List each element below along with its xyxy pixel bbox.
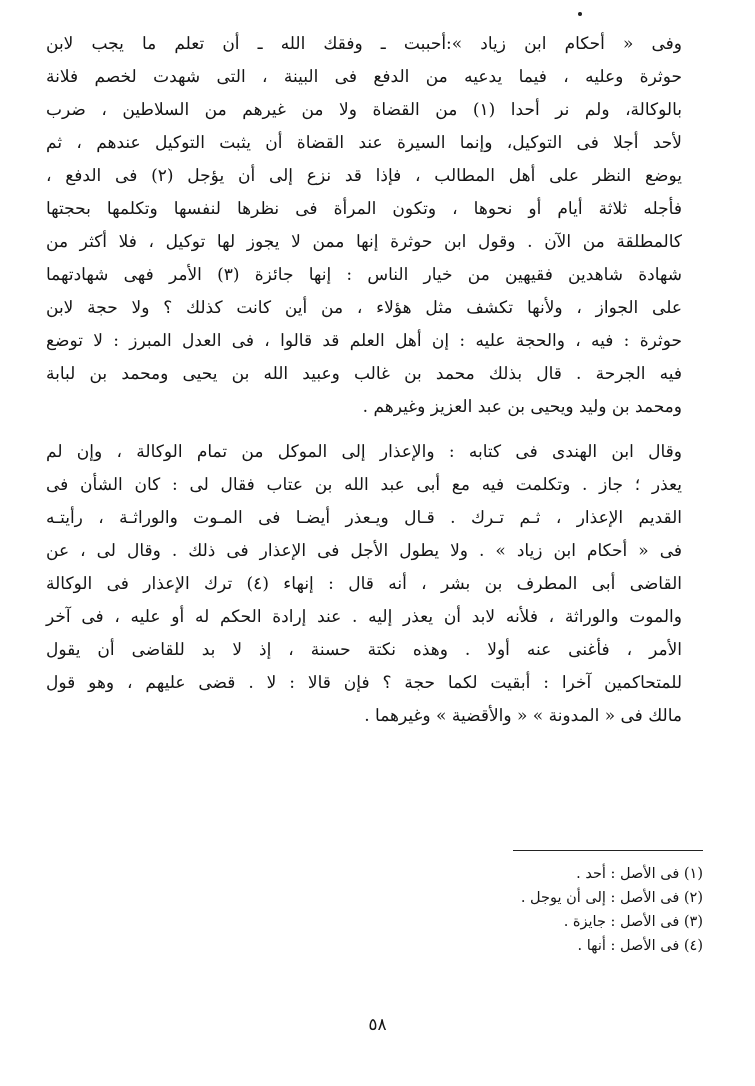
- text-line: فأجله ثلاثة أيام أو نحوها ، وتكون المرأة فى نظرها لنفسها وتكلمها بحجتها: [46, 199, 682, 219]
- page-number: ٥٨: [368, 1015, 387, 1035]
- footnote: (١) فى الأصل : أحد .: [576, 866, 703, 882]
- text-line: بالوكالة، ولم نر أحدا (١) من القضاة ولا من غيرهم من السلاطين ، ضرب: [46, 100, 682, 120]
- paragraph-1: [46, 28, 706, 424]
- footnote: (٢) فى الأصل : إلى أن يوجل .: [520, 890, 703, 906]
- text-line: والموت والوراثة ، فلأنه لابد أن يعذر إليه . عند إرادة الحكم له أو عليه ، فى آخر: [46, 607, 682, 627]
- footnote: (٤) فى الأصل : أنها .: [577, 938, 703, 954]
- text-line: القديم الإعذار ، ثـم تـرك . قـال ويـعذر أيضـا فى المـوت والوراثـة ، رأيتـه: [46, 508, 682, 528]
- text-line: فى « أحكام ابن زياد » . ولا يطول الأجل فى الإعذار فى ذلك . وقال لى ، عن: [46, 541, 682, 561]
- footnote: (٣) فى الأصل : جايزة .: [563, 914, 703, 930]
- text-line: حوثرة وعليه ، فيما يدعيه من الدفع فى البينة ، التى شهدت لخصم فلانة: [46, 67, 682, 87]
- main-text: [46, 28, 706, 733]
- text-line: القاضى أبى المطرف بن بشر ، أنه قال : إنهاء (٤) ترك الإعذار فى الوكالة: [46, 574, 682, 594]
- text-line: كالمطلقة من الآن . وقول ابن حوثرة إنها ممن لا يجوز لها توكيل ، فلا أكثر من: [46, 232, 682, 252]
- text-line: فيه الجرحة . قال بذلك محمد بن غالب وعبيد الله بن يحيى ومحمد بن لبابة: [46, 364, 682, 384]
- text-line: ومحمد بن وليد ويحيى بن عبد العزيز وغيرهم .: [362, 397, 682, 417]
- text-line: مالك فى « المدونة » « والأقضية » وغيرهما .: [364, 706, 682, 726]
- text-line: يوضع النظر على أهل المطالب ، فإذا قد نزع إلى أن يؤجل (٢) فى الدفع ،: [46, 166, 682, 186]
- text-line: الأمر ، فأغنى عنه أولا . وهذه نكتة حسنة ، إذ لا بد للقاضى أن يقول: [46, 640, 682, 660]
- text-line: شهادة شاهدين فقيهين من خيار الناس : إنها جائزة (٣) الأمر فهى شهادتهما: [46, 265, 682, 285]
- text-line: حوثرة : فيه ، والحجة عليه : إن أهل العلم قد قالوا ، فى العدل المبرز : لا توضع: [46, 331, 682, 351]
- text-line: يعذر ؛ جاز . وتكلمت فيه مع أبى عبد الله بن عتاب فقال لى : كان الشأن فى: [46, 475, 682, 495]
- text-line: وقال ابن الهندى فى كتابه : والإعذار إلى الموكل من تمام الوكالة ، وإن لم: [46, 442, 682, 462]
- footnotes: [300, 862, 703, 958]
- text-line: على الجواز ، ولأنها تكشف مثل هؤلاء ، من أين كانت كذلك ؟ ولا حجة لابن: [46, 298, 682, 318]
- text-line: للمتحاكمين آخرا : أبقيت لكما حجة ؟ فإن قالا : لا . قضى عليهم ، وهو قول: [46, 673, 682, 693]
- footnote-separator: [513, 850, 703, 851]
- paragraph-2: [46, 436, 706, 733]
- margin-dot: [578, 12, 582, 16]
- text-line: وفى « أحكام ابن زياد »:أحببت ـ وفقك الله ـ أن تعلم ما يجب لابن: [46, 34, 682, 54]
- text-line: لأحد أجلا فى التوكيل، وإنما السيرة عند القضاة أن يثبت التوكيل عندهم ، ثم: [46, 133, 682, 153]
